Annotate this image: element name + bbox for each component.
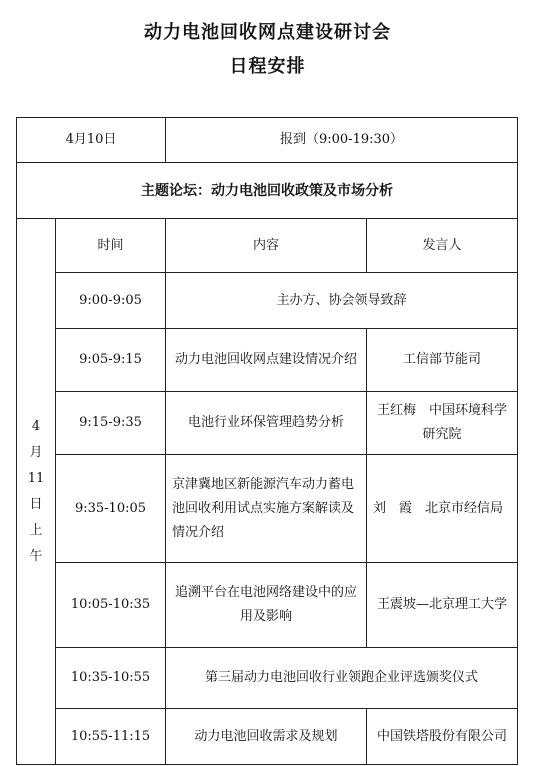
day-label-char: 月: [29, 444, 43, 460]
content-cell: 电池行业环保管理趋势分析: [166, 392, 367, 455]
table-row: [17, 709, 518, 765]
page-subtitle: 日程安排: [229, 56, 306, 77]
registration-info: 报到（9:00-19:30）: [166, 118, 518, 163]
table-row: [17, 648, 518, 709]
page-title: 动力电池回收网点建设研讨会: [144, 22, 391, 43]
time-cell: 9:35-10:05: [56, 455, 166, 563]
forum-row: [17, 163, 518, 219]
content-cell: 第三届动力电池回收行业领跑企业评选颁奖仪式: [166, 648, 518, 709]
table-row: [17, 563, 518, 648]
content-cell: 主办方、协会领导致辞: [166, 273, 518, 329]
time-cell: 9:15-9:35: [56, 392, 166, 455]
day-label-char: 4: [31, 418, 41, 434]
speaker-cell: 工信部节能司: [367, 329, 518, 392]
time-cell: 10:05-10:35: [56, 563, 166, 648]
content-cell: 追溯平台在电池网络建设中的应用及影响: [166, 563, 367, 648]
time-cell: 9:00-9:05: [56, 273, 166, 329]
column-header-speaker: 发言人: [367, 219, 518, 273]
speaker-cell: 王红梅 中国环境科学研究院: [367, 392, 518, 455]
day-label-char: 11: [27, 470, 45, 486]
content-cell: 京津冀地区新能源汽车动力蓄电池回收利用试点实施方案解读及情况介绍: [166, 455, 367, 563]
column-header-row: [17, 219, 518, 273]
time-cell: 9:05-9:15: [56, 329, 166, 392]
time-cell: 10:55-11:15: [56, 709, 166, 765]
content-cell: 动力电池回收网点建设情况介绍: [166, 329, 367, 392]
registration-date: 4月10日: [17, 118, 166, 163]
speaker-cell: 王震坡—北京理工大学: [367, 563, 518, 648]
column-header-time: 时间: [56, 219, 166, 273]
speaker-cell: 中国铁塔股份有限公司: [367, 709, 518, 765]
day-label-char: 日: [29, 496, 43, 512]
schedule-table: [16, 117, 518, 765]
table-row: [17, 392, 518, 455]
table-row: [17, 273, 518, 329]
table-row: [17, 329, 518, 392]
day-label: [17, 219, 56, 765]
day-label-char: 上: [29, 522, 43, 538]
speaker-cell: 刘 霞 北京市经信局: [367, 455, 518, 563]
table-row: [17, 455, 518, 563]
time-cell: 10:35-10:55: [56, 648, 166, 709]
registration-row: [17, 118, 518, 163]
day-label-char: 午: [29, 548, 43, 564]
forum-title: 主题论坛：动力电池回收政策及市场分析: [17, 163, 518, 219]
column-header-content: 内容: [166, 219, 367, 273]
content-cell: 动力电池回收需求及规划: [166, 709, 367, 765]
